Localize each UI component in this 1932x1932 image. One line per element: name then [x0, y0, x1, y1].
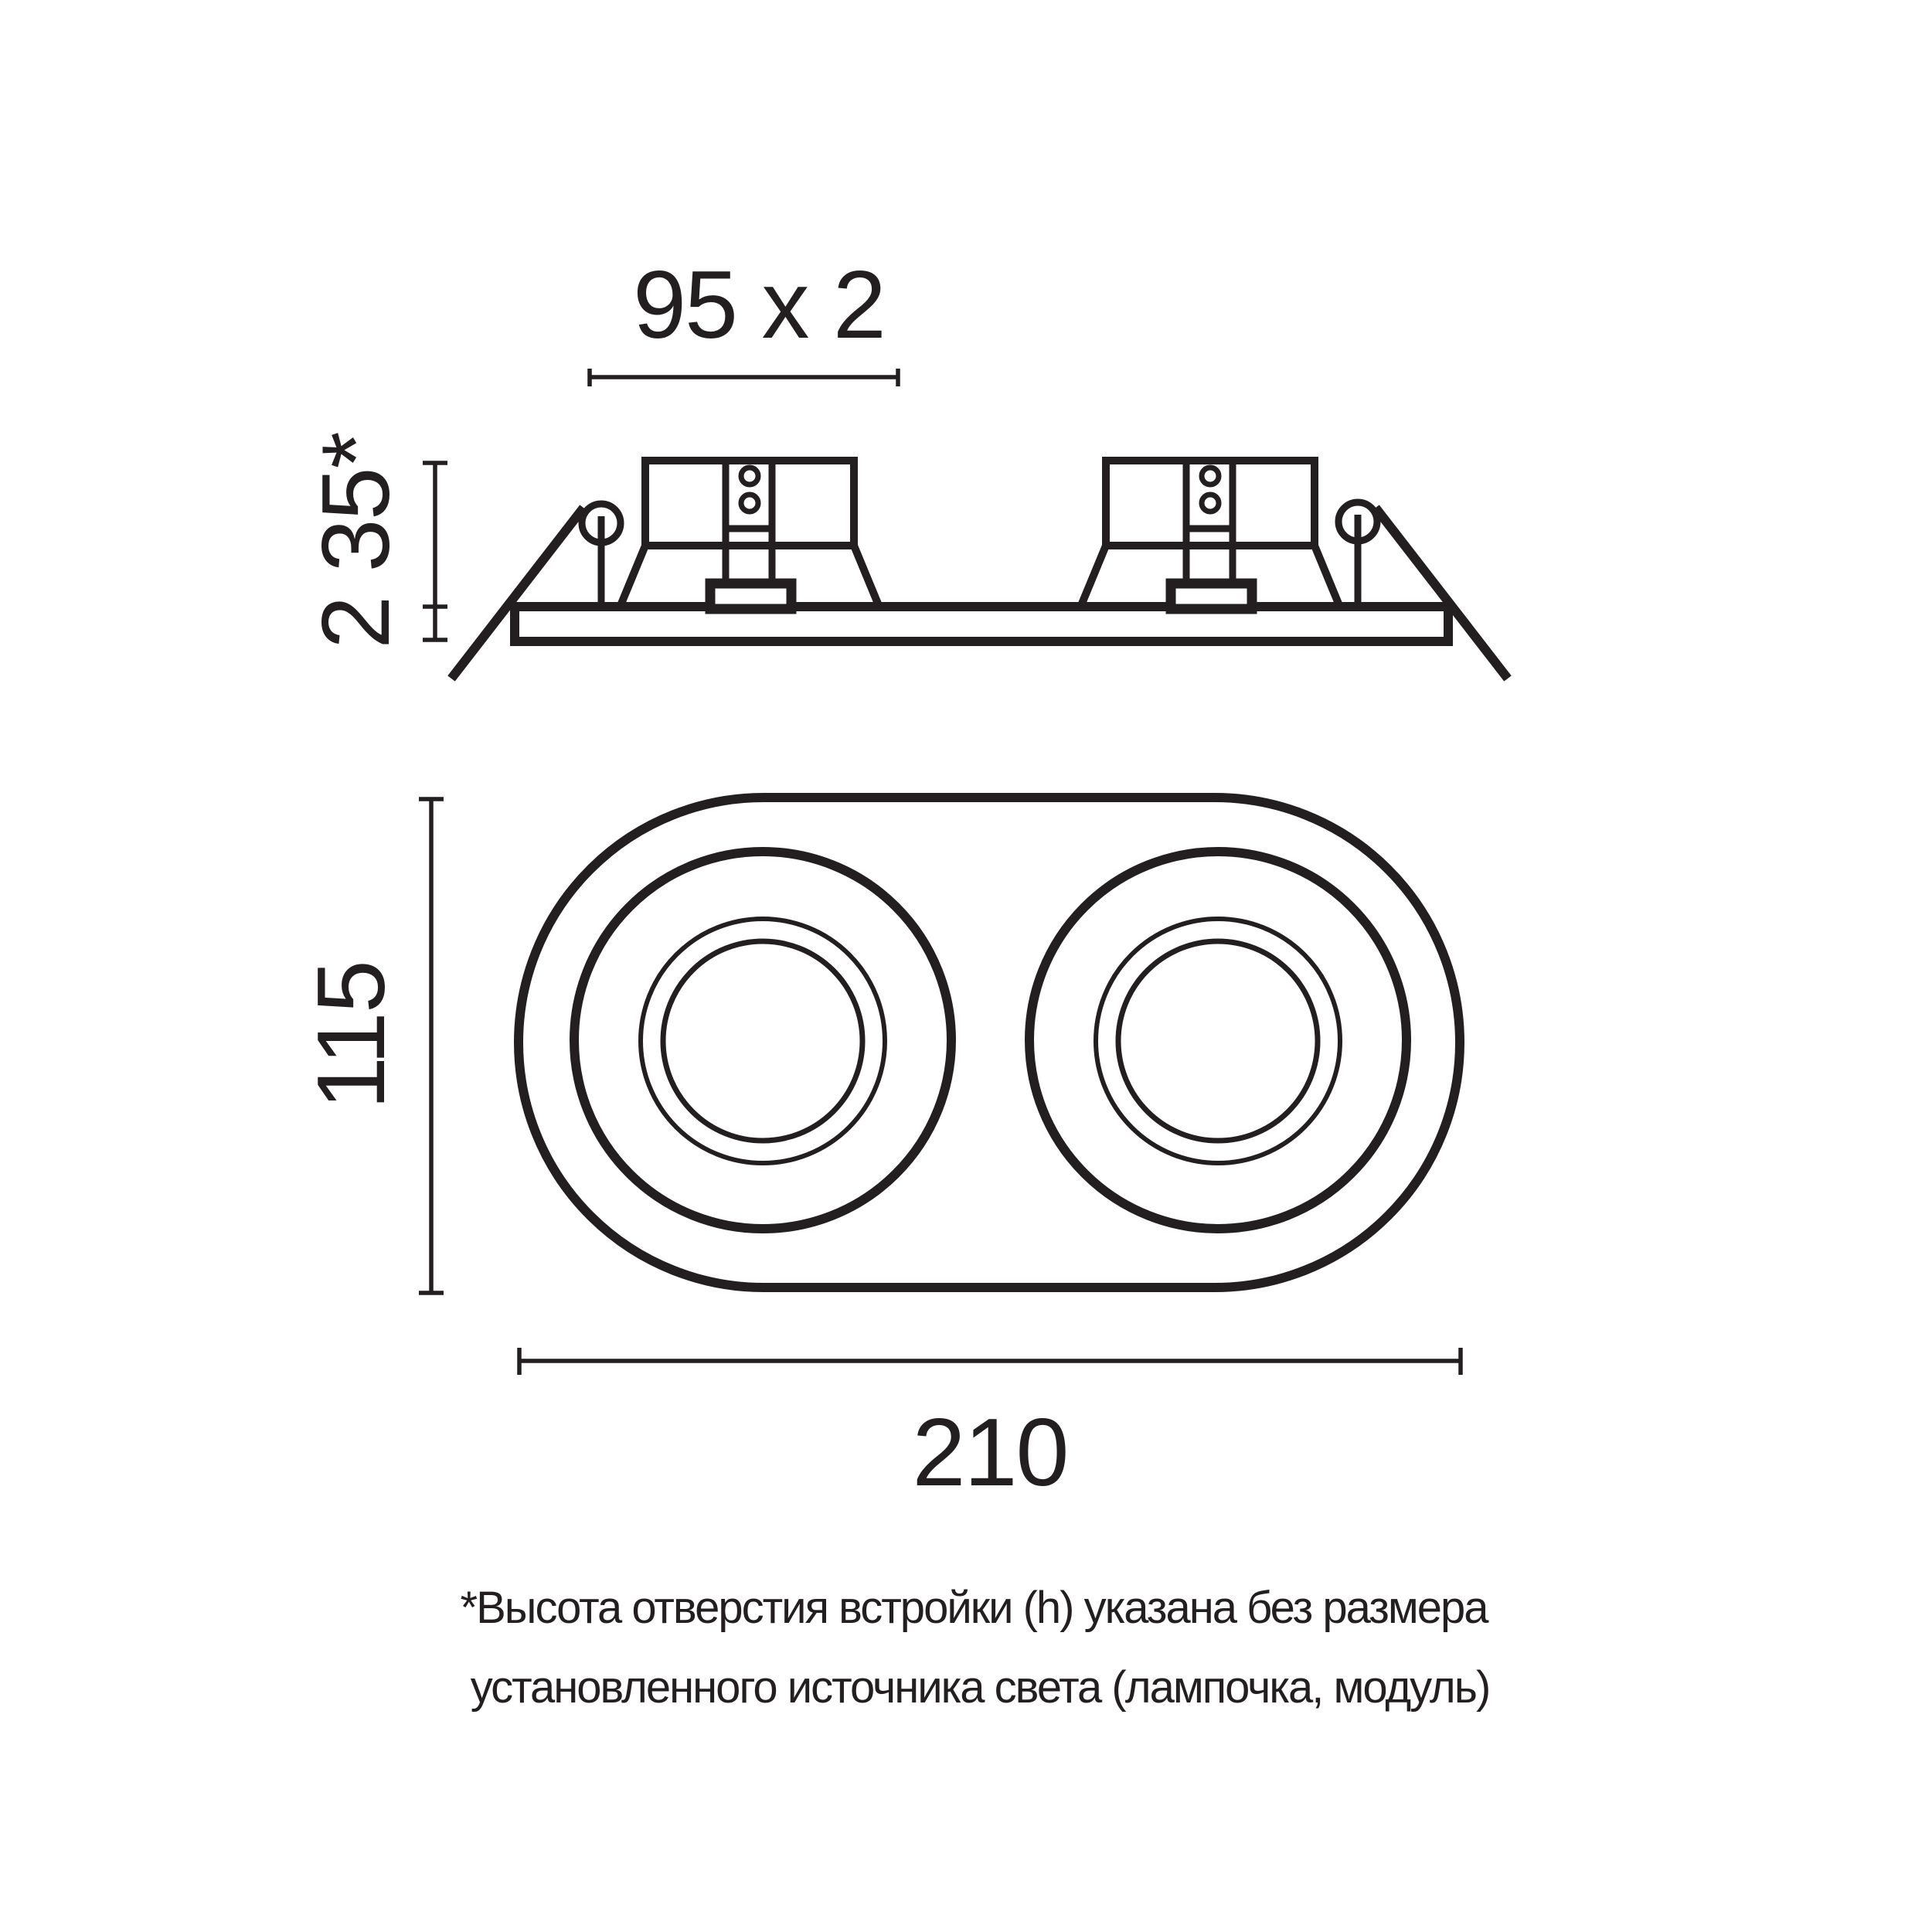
spring-clip-right — [1338, 502, 1508, 679]
adjustment-hole-bottom — [741, 495, 758, 512]
cone-right-edge — [1315, 546, 1338, 604]
adjustment-hole-bottom — [1202, 495, 1219, 512]
housing-right — [1106, 461, 1315, 546]
dimension-body-height — [298, 799, 444, 1293]
cone-left-edge — [1082, 546, 1106, 604]
mounting-foot — [710, 583, 791, 609]
trim-plate — [515, 607, 1448, 641]
footnote — [461, 1583, 1490, 1713]
mounting-foot — [1171, 583, 1252, 609]
footnote-line-2: установленного источника света (лампочка, модуль) — [470, 1662, 1490, 1713]
spring-wire — [451, 508, 583, 679]
lamp-module-left — [621, 461, 878, 609]
spring-wire — [1376, 508, 1508, 679]
dimension-body-width — [519, 1348, 1461, 1506]
dimension-depth-label: 2 35* — [303, 433, 410, 649]
dimension-recess-depth — [303, 432, 447, 648]
dimension-cutout — [590, 252, 898, 386]
dimension-height-label: 115 — [298, 961, 405, 1110]
section-view — [451, 461, 1508, 679]
dimension-width-label: 210 — [912, 1400, 1068, 1506]
dimension-cutout-label: 95 x 2 — [633, 252, 885, 359]
cone-right-edge — [854, 546, 878, 604]
plan-view — [519, 798, 1460, 1287]
adjustment-hole-top — [1202, 468, 1219, 485]
adjustment-hole-top — [741, 468, 758, 485]
footnote-line-1: *Высота отверстия встройки (h) указана без размера — [460, 1583, 1488, 1633]
lamp-module-right — [1082, 461, 1338, 609]
housing-left — [645, 461, 854, 546]
spring-clip-left — [451, 504, 621, 679]
cone-left-edge — [621, 546, 645, 604]
